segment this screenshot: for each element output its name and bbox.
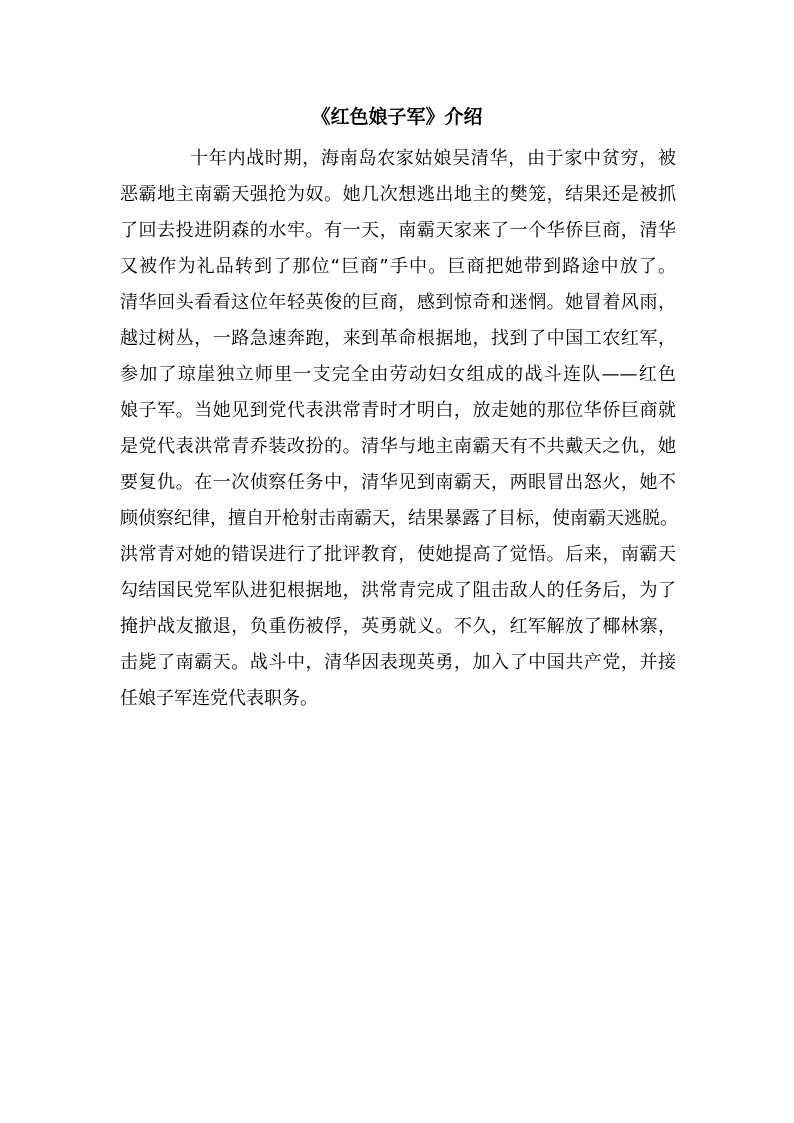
paragraph-line: 了回去投进阴森的水牢。有一天，南霸天家来了一个华侨巨商，清华 (120, 220, 676, 241)
paragraph-line: 掩护战友撤退，负重伤被俘，英勇就义。不久，红军解放了椰林寨， (120, 616, 676, 637)
paragraph-line: 任娘子军连党代表职务。 (120, 688, 318, 709)
paragraph-line: 十年内战时期，海南岛农家姑娘吴清华，由于家中贫穷，被 (190, 148, 676, 169)
paragraph-line: 勾结国民党军队进犯根据地，洪常青完成了阻击敌人的任务后，为了 (120, 580, 676, 601)
paragraph-line: 娘子军。当她见到党代表洪常青时才明白，放走她的那位华侨巨商就 (120, 400, 676, 421)
paragraph-line: 洪常青对她的错误进行了批评教育，使她提高了觉悟。后来，南霸天 (120, 544, 676, 565)
paragraph-line: 要复仇。在一次侦察任务中，清华见到南霸天，两眼冒出怒火，她不 (120, 472, 676, 493)
paragraph-line: 恶霸地主南霸天强抢为奴。她几次想逃出地主的樊笼，结果还是被抓 (120, 184, 676, 205)
paragraph-line: 又被作为礼品转到了那位“巨商”手中。巨商把她带到路途中放了。 (120, 256, 676, 277)
paragraph-line: 越过树丛，一路急速奔跑，来到革命根据地，找到了中国工农红军， (120, 328, 676, 349)
document-title: 《红色娘子军》介绍 (311, 106, 483, 128)
paragraph-line: 清华回头看看这位年轻英俊的巨商，感到惊奇和迷惘。她冒着风雨， (120, 292, 676, 313)
document-body (120, 141, 676, 717)
paragraph-line: 击毙了南霸天。战斗中，清华因表现英勇，加入了中国共产党，并接 (120, 652, 676, 673)
paragraph-line: 顾侦察纪律，擅自开枪射击南霸天，结果暴露了目标，使南霸天逃脱。 (120, 508, 678, 529)
paragraph-line: 是党代表洪常青乔装改扮的。清华与地主南霸天有不共戴天之仇，她 (120, 436, 676, 457)
paragraph-line: 参加了琼崖独立师里一支完全由劳动妇女组成的战斗连队——红色 (120, 364, 676, 385)
